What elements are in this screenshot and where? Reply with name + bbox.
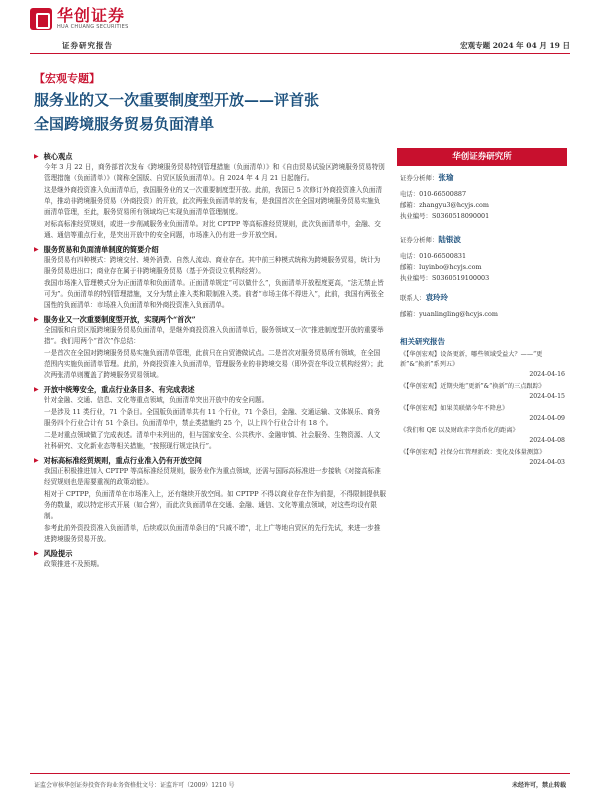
paragraph: 一是涉及 11 类行业，71 个条目。全国版负面清单共有 11 个行业，71 个条目，金融、交通运输、文体娱乐、商务服务四个行业合计有 51 个条目。负面清单中，禁止类措施约 25 个，以上四个行业合计有 18 个。 bbox=[44, 408, 381, 427]
section-heading-text: 对标高标准经贸规则，重点行业准入仍有开放空间 bbox=[43, 456, 202, 465]
report-tag: 【宏观专题】 bbox=[34, 72, 100, 85]
analyst-phone: 电话：010-66500831 bbox=[400, 252, 467, 260]
contact-name: 袁玲玲 bbox=[425, 293, 449, 302]
analyst-block bbox=[400, 234, 489, 284]
paragraph: 针对金融、交通、信息、文化等重点领域，负面清单突出开放中的安全问题。 bbox=[44, 396, 269, 404]
title-line: 服务业的又一次重要制度型开放——评首张 bbox=[34, 91, 320, 109]
footer-license: 证监会审核华创证券投资咨询业务资格批文号：证监许可（2009）1210 号 bbox=[34, 782, 235, 789]
section-heading bbox=[34, 455, 386, 466]
related-report-link[interactable]: 《【华创宏观】设备更新，哪些领域受益大？——“更新”&“换新”系列五》 bbox=[400, 351, 543, 368]
footer-divider bbox=[30, 773, 570, 774]
analyst-role: 证券分析师： bbox=[400, 236, 439, 244]
paragraph: 相对于 CPTPP，负面清单在市场准入上，还有继续开放空间。如 CPTPP 不得以商业存在作为前提，不得限制提供服务的数量，或以特定形式开展（如合营），而此次负面清单在交通、金融、通信、文化等重点领域，对这些均设有限制。 bbox=[44, 490, 386, 520]
related-report-link[interactable]: 《【华创宏观】近期央地“更新”&“换新”的三点跟踪》 bbox=[400, 383, 545, 390]
logo-cn: 华创证券 bbox=[57, 6, 126, 25]
report-body bbox=[34, 148, 386, 571]
related-report-link[interactable]: 《【华创宏观】社保分红管理新政：变化及体量测算》 bbox=[400, 449, 546, 456]
analyst-block bbox=[400, 172, 489, 222]
related-report-link[interactable]: 《【华创宏观】如果美联储今年不降息》 bbox=[400, 405, 509, 412]
header-date: 宏观专题 2024 年 04 月 19 日 bbox=[460, 41, 570, 50]
footer-copyright: 未经许可，禁止转载 bbox=[511, 782, 566, 789]
section-heading bbox=[34, 548, 386, 559]
analyst-name: 张瑜 bbox=[438, 173, 454, 182]
related-report-date: 2024-04-08 bbox=[529, 437, 565, 444]
related-report-link[interactable]: 《我们和 QE 以及财政赤字货币化的距离》 bbox=[400, 427, 519, 434]
paragraph: 我国市场准入管理模式分为正面清单和负面清单。正面清单规定“可以做什么”，负面清单开放程度更高，“法无禁止皆可为”。负面清单的特别管理措施，又分为禁止准入类和限制准入类。前者“市场主体不得进入”，此前，我国有两张全国性的负面清单：市场准入负面清单和外商投资准入负面清单。 bbox=[44, 279, 384, 309]
section-heading-text: 开放中统筹安全，重点行业条目多、有完成表述 bbox=[43, 385, 195, 394]
paragraph: 这是继外商投资准入负面清单后，我国服务业的又一次重要制度型开放。此前，我国已 5 次修订外商投资准入负面清单，推动非跨境服务贸易（外商投资）的开放，此次两张负面清单的发布，是我国首次在全国对跨境服务贸易实施负面清单管理，至此，服务贸易所有领域均已实现负面清单管理制度。 bbox=[44, 186, 383, 216]
contact-role: 联系人： bbox=[400, 294, 426, 302]
bullet-arrow-icon: ▶ bbox=[34, 153, 39, 160]
analyst-cert: 执业编号：S0360518090001 bbox=[400, 212, 490, 220]
paragraph: 服务贸易有四种模式：跨境交付、境外消费、自然人流动、商业存在。其中前三种模式统称为跨境服务贸易，统计为服务贸易进出口；商业存在属于非跨境服务贸易（基于外资设立机构经营）。 bbox=[44, 256, 381, 275]
bullet-arrow-icon: ▶ bbox=[34, 550, 39, 557]
section-heading bbox=[34, 384, 386, 395]
institute-banner: 华创证券研究所 bbox=[397, 148, 567, 166]
analyst-role: 证券分析师： bbox=[400, 174, 439, 182]
paragraph: 二是对重点领域做了完成表述。清单中未列出的，但与国家安全、公共秩序、金融审慎、社会服务、生物资源、人文社科研究、文化新业态等相关措施，“按照现行规定执行”。 bbox=[44, 431, 381, 450]
report-type: 证券研究报告 bbox=[62, 41, 113, 50]
analyst-phone: 电话：010-66500887 bbox=[400, 190, 467, 198]
paragraph: 对标高标准经贸规则，或进一步削减服务业负面清单。对比 CPTPP 等高标准经贸规则，此次负面清单中，金融、交通、通信等重点行业，是突出开放中的安全问题，市场准入仍有进一步开放空间。 bbox=[44, 220, 381, 239]
related-report-date: 2024-04-15 bbox=[529, 393, 565, 400]
section-heading bbox=[34, 151, 386, 162]
related-report-date: 2024-04-09 bbox=[529, 415, 565, 422]
bullet-arrow-icon: ▶ bbox=[34, 386, 39, 393]
related-report-date: 2024-04-16 bbox=[529, 371, 565, 378]
analyst-email[interactable]: 邮箱：luyinbo@hcyjs.com bbox=[400, 263, 482, 271]
bullet-arrow-icon: ▶ bbox=[34, 457, 39, 464]
paragraph: 参考此前外资投资准入负面清单，后续或以负面清单条目的“只减不增”，北上广等地自贸区的先行先试，来进一步推进跨境服务贸易开放。 bbox=[44, 524, 381, 543]
paragraph: 今年 3 月 22 日，商务部首次发布《跨境服务贸易特别管理措施（负面清单）》和《自由贸易试验区跨境服务贸易特别管理措施（负面清单）》（简称全国版、自贸区版负面清单）。自 2024 年 4 月 21 日起施行。 bbox=[44, 163, 385, 182]
paragraph: 全国版和自贸区版跨境服务贸易负面清单，是继外商投资准入负面清单后，服务领域又一次“推进制度型开放的重要举措”。我们用两个“首次”作总结： bbox=[44, 326, 384, 345]
section-heading-text: 服务贸易和负面清单制度的简要介绍 bbox=[43, 245, 159, 254]
contact-block bbox=[400, 292, 498, 320]
title-line: 全国跨境服务贸易负面清单 bbox=[34, 115, 215, 133]
section-heading bbox=[34, 314, 386, 325]
contact-email[interactable]: 邮箱：yuanlingling@hcyjs.com bbox=[400, 310, 498, 318]
paragraph: 一是首次在全国对跨境服务贸易实施负面清单管理，此前只在自贸港做试点。二是首次对服务贸易所有领域，在全国范围内实施负面清单管理。此前，外商投资准入负面清单，管理服务业的非跨境交易（即外资在华设立机构经营）；此次两张清单则覆盖了跨境服务贸易领域。 bbox=[44, 349, 384, 379]
related-research-heading: 相关研究报告 bbox=[400, 337, 445, 346]
related-research-list bbox=[400, 350, 565, 470]
section-heading-text: 风险提示 bbox=[43, 549, 73, 558]
header-divider bbox=[30, 53, 570, 54]
section-heading-text: 核心观点 bbox=[43, 152, 73, 161]
section-heading bbox=[34, 244, 386, 255]
section-heading-text: 服务业又一次重要制度型开放，实现两个“首次” bbox=[43, 315, 196, 324]
analyst-email[interactable]: 邮箱：zhangyu3@hcyjs.com bbox=[400, 201, 489, 209]
page-title bbox=[34, 88, 414, 136]
related-report-date: 2024-04-03 bbox=[529, 459, 565, 466]
analyst-name: 陆银波 bbox=[438, 235, 461, 244]
bullet-arrow-icon: ▶ bbox=[34, 316, 39, 323]
company-logo bbox=[30, 8, 129, 30]
paragraph: 我国正积极推进加入 CPTPP 等高标准经贸规则，服务业作为重点领域，还需与国际高标准进一步接轨《对接高标准经贸规则也是需要重视的政策动能》。 bbox=[44, 467, 381, 486]
paragraph: 政策推进不及预期。 bbox=[44, 560, 104, 568]
logo-en: HUA CHUANG SECURITIES bbox=[57, 24, 129, 30]
logo-icon bbox=[30, 8, 52, 30]
analyst-cert: 执业编号：S0360519100003 bbox=[400, 274, 490, 282]
bullet-arrow-icon: ▶ bbox=[34, 246, 39, 253]
